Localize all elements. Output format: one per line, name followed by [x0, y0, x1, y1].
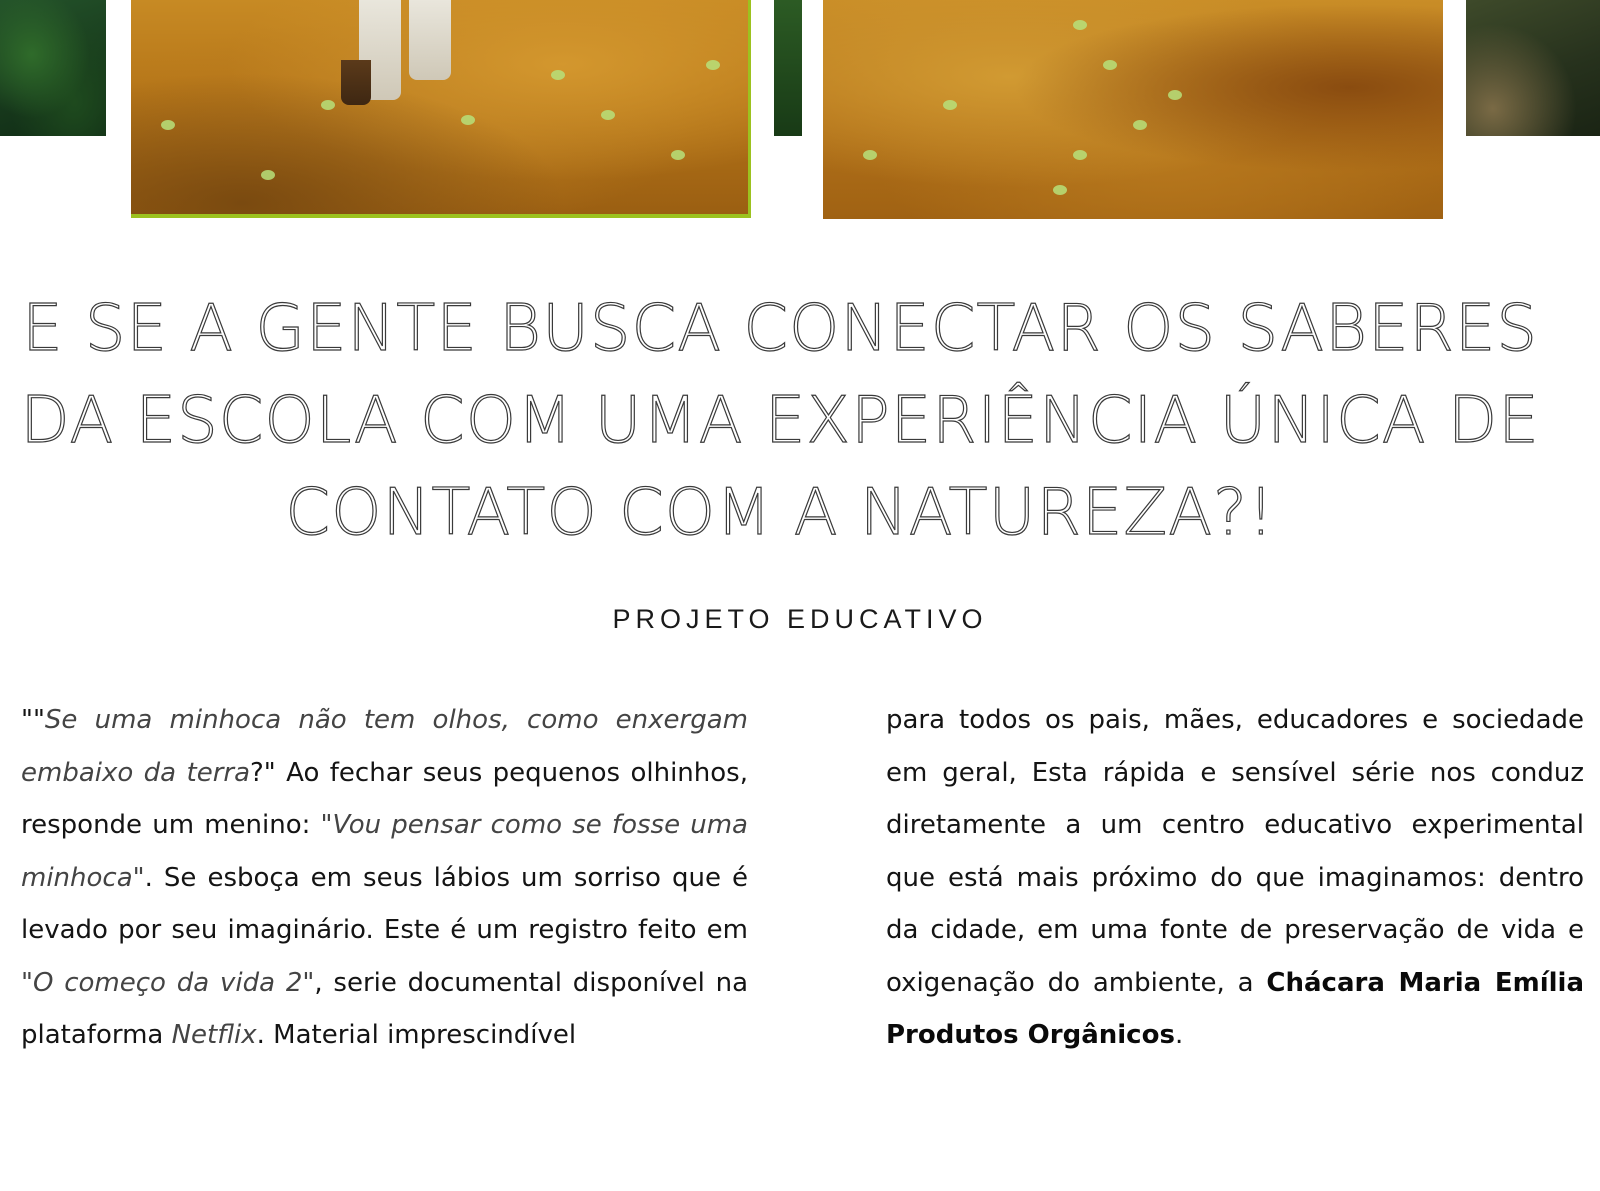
- body-column-left: [21, 694, 748, 1062]
- photo-children-garden-right: [823, 0, 1443, 219]
- body-column-right: [886, 694, 1584, 1062]
- documentary-title: "O começo da vida 2": [21, 967, 315, 998]
- headline-line-2: DA ESCOLA COM UMA EXPERIÊNCIA ÚNICA DE: [20, 384, 1540, 458]
- headline-line-3: CONTATO COM A NATUREZA?!: [285, 476, 1275, 550]
- body-text: . Se esboça em seus lábios um sorriso que é levado por seu imaginário. Este é um registro feito em: [21, 862, 748, 945]
- photo-edge-left: [0, 0, 106, 136]
- photo-edge-right: [1466, 0, 1600, 136]
- platform-name: Netflix: [171, 1020, 257, 1050]
- photo-children-garden-left: [131, 0, 751, 218]
- body-text: .: [1174, 1020, 1184, 1050]
- body-text: , serie documental disponível na plataforma: [21, 967, 748, 1050]
- body-text: ?" Ao fechar seus pequenos olhinhos, responde um menino:: [21, 757, 748, 840]
- body-text: para todos os pais, mães, educadores e sociedade em geral, Esta rápida e sensível série nos conduz diretamente a um centro educativo experimental que está mais próximo do que imaginamos: dentro da cidade, em uma fonte de preservação de vida e oxigenação do ambiente, a: [886, 705, 1584, 998]
- child-legs-figure: [341, 0, 471, 110]
- headline-line-1: E SE A GENTE BUSCA CONECTAR OS SABERES: [22, 292, 1538, 366]
- quote-open: "": [21, 705, 45, 735]
- brand-name: Chácara Maria Emília Produtos Orgânicos: [886, 967, 1584, 1050]
- section-label: PROJETO EDUCATIVO: [612, 604, 988, 634]
- headline: [0, 283, 1560, 559]
- body-text: . Material imprescindível: [256, 1020, 577, 1050]
- quote-boy-answer: "Vou pensar como se fosse uma minhoca": [21, 810, 748, 893]
- quote-earthworm-question: Se uma minhoca não tem olhos, como enxergam embaixo da terra: [21, 705, 748, 788]
- photo-foliage-strip: [774, 0, 802, 136]
